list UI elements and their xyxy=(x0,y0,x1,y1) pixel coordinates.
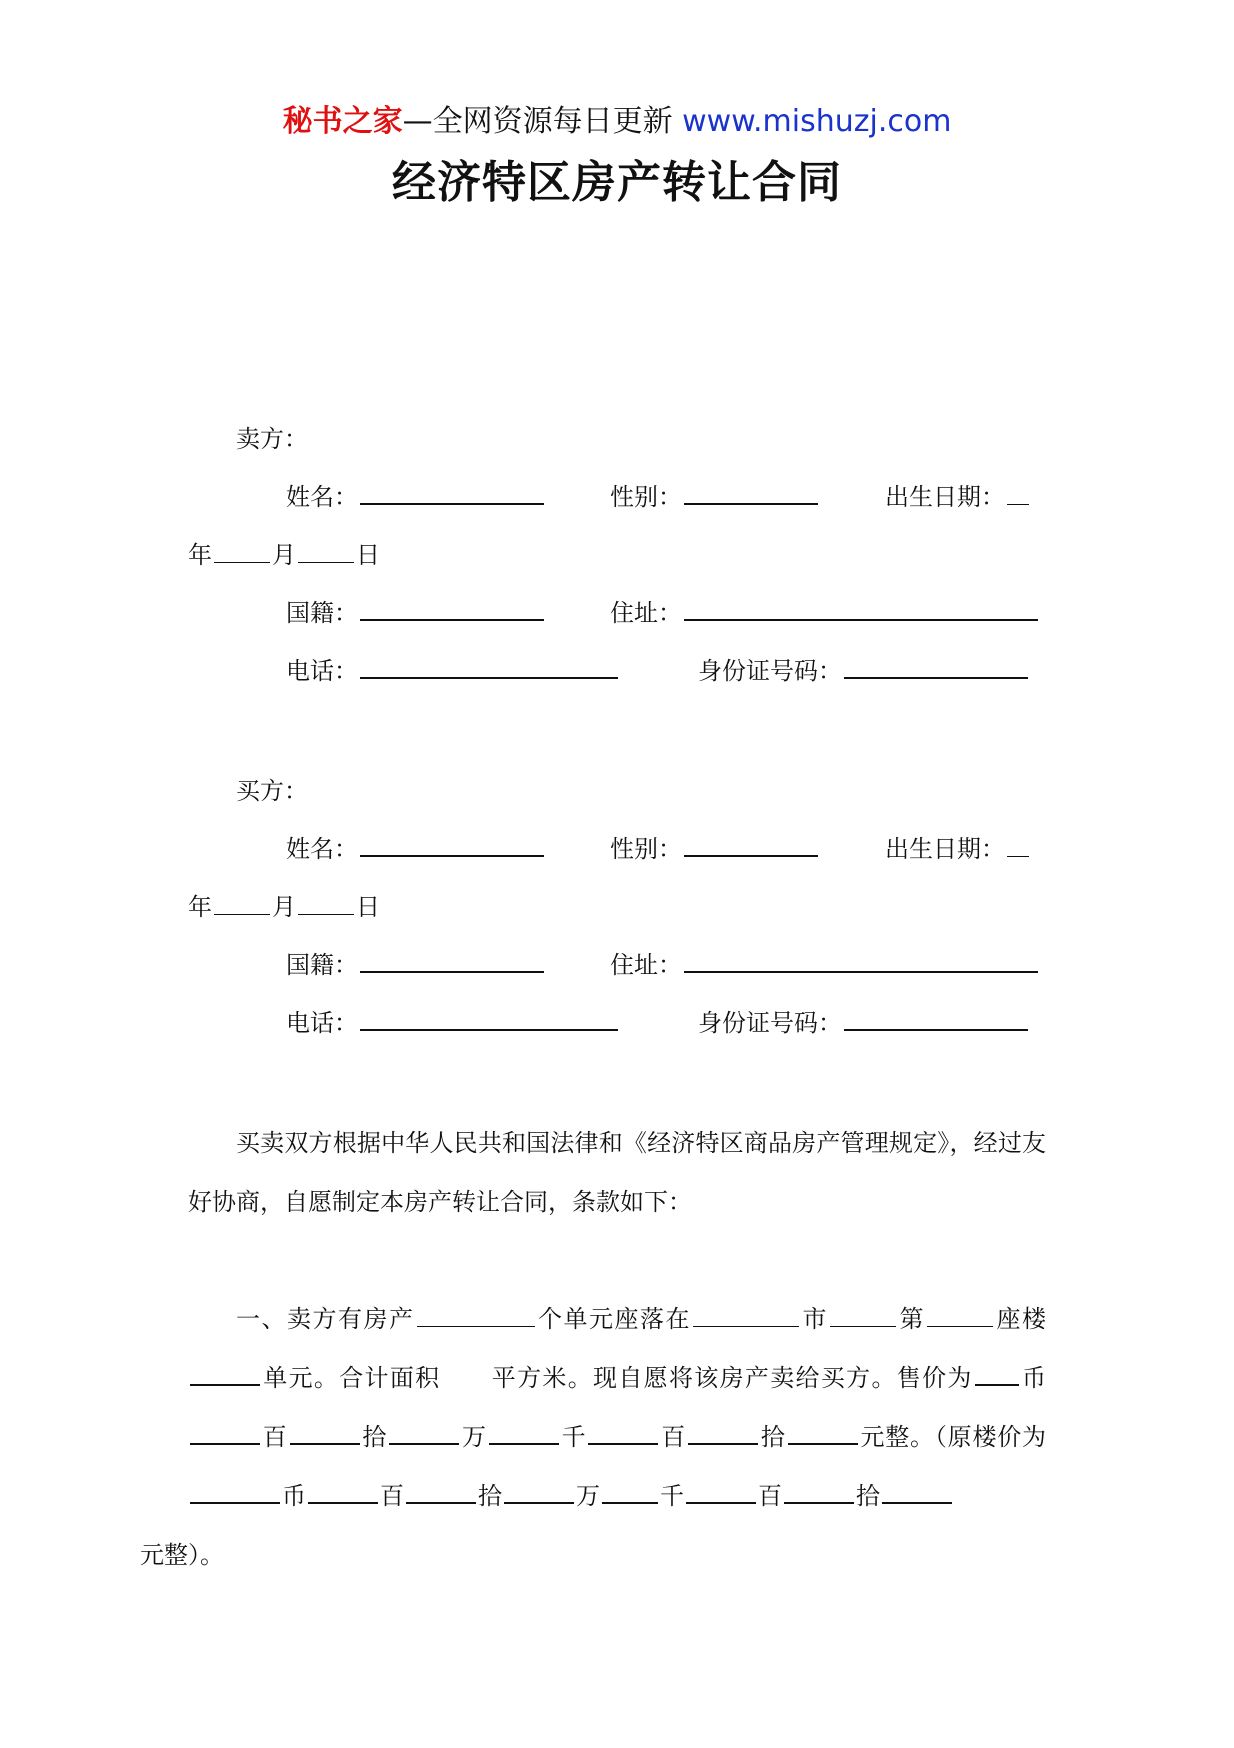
price-field[interactable] xyxy=(290,1419,360,1445)
buyer-name-field[interactable] xyxy=(360,831,544,857)
price-field[interactable] xyxy=(788,1419,858,1445)
seller-phone-field[interactable] xyxy=(360,653,618,679)
seller-birth-year-field[interactable] xyxy=(1007,480,1029,505)
clause-1-text: 千 xyxy=(660,1482,684,1510)
buyer-birth-day-field[interactable] xyxy=(298,890,354,915)
original-price-field[interactable] xyxy=(784,1478,854,1504)
clause-1-text: 百 xyxy=(758,1482,782,1510)
buyer-day-label: 日 xyxy=(356,893,380,921)
price-field[interactable] xyxy=(389,1419,459,1445)
buyer-name-label: 姓名： xyxy=(286,835,358,863)
clause-1-text: 拾 xyxy=(361,1423,388,1451)
seller-year-label: 年 xyxy=(188,541,212,569)
seller-nationality-label: 国籍： xyxy=(286,599,358,627)
seller-address-label: 住址： xyxy=(610,599,682,627)
clause-1-text: 第 xyxy=(898,1305,925,1333)
clause-1-text: 币 xyxy=(282,1482,306,1510)
buyer-birth-label: 出生日期： xyxy=(885,835,1005,863)
price-field[interactable] xyxy=(190,1419,260,1445)
district-field[interactable] xyxy=(830,1302,896,1327)
seller-birth-label: 出生日期： xyxy=(885,483,1005,511)
original-price-field[interactable] xyxy=(602,1478,658,1504)
clause-1-text: 单元。合计面积 xyxy=(262,1364,441,1392)
clause-1-text: 百 xyxy=(380,1482,404,1510)
clause-1-text: 千 xyxy=(560,1423,587,1451)
clause-1-text: 百 xyxy=(660,1423,687,1451)
seller-nationality-field[interactable] xyxy=(360,595,544,621)
clause-1-paragraph xyxy=(140,1290,1047,1585)
site-header xyxy=(0,100,1234,144)
seller-birth-month-field[interactable] xyxy=(214,538,270,563)
seller-heading: 卖方： xyxy=(236,425,308,453)
clause-1-text: 座楼 xyxy=(995,1305,1046,1333)
price-field[interactable] xyxy=(588,1419,658,1445)
site-name: 秘书之家 xyxy=(282,104,403,139)
seller-name-field[interactable] xyxy=(360,479,544,505)
city-field[interactable] xyxy=(693,1302,799,1327)
original-price-field[interactable] xyxy=(882,1478,952,1504)
floor-field[interactable] xyxy=(190,1360,260,1386)
clause-1-text: 拾 xyxy=(760,1423,786,1451)
clause-1-text: 拾 xyxy=(856,1482,880,1510)
clause-1-text: 市 xyxy=(801,1305,828,1333)
buyer-month-label: 月 xyxy=(272,893,296,921)
seller-address-field[interactable] xyxy=(684,595,1038,621)
buyer-birth-year-field[interactable] xyxy=(1007,832,1029,857)
buyer-gender-label: 性别： xyxy=(610,835,682,863)
buyer-address-label: 住址： xyxy=(610,951,682,979)
original-price-field[interactable] xyxy=(686,1478,756,1504)
original-price-field[interactable] xyxy=(504,1478,574,1504)
original-price-field[interactable] xyxy=(406,1478,476,1504)
buyer-section xyxy=(188,762,1046,1052)
seller-section xyxy=(188,410,1046,700)
original-price-field[interactable] xyxy=(308,1478,378,1504)
buyer-phone-label: 电话： xyxy=(286,1009,358,1037)
seller-id-field[interactable] xyxy=(844,653,1028,679)
clause-1-text: 一、卖方有房产 xyxy=(236,1305,415,1333)
original-price-currency-field[interactable] xyxy=(190,1478,280,1504)
buyer-year-label: 年 xyxy=(188,893,212,921)
clause-1-text: 拾 xyxy=(478,1482,502,1510)
clause-1-text: 元整）。 xyxy=(140,1541,224,1569)
seller-gender-field[interactable] xyxy=(684,479,818,505)
clause-1-text: 平方米。现自愿将该房产卖给买方。售价为 xyxy=(490,1364,973,1392)
buyer-heading: 买方： xyxy=(236,777,308,805)
seller-birth-day-field[interactable] xyxy=(298,538,354,563)
intro-paragraph: 买卖双方根据中华人民共和国法律和《经济特区商品房产管理规定》，经过友好协商，自愿制定本房产转让合同，条款如下： xyxy=(188,1129,1046,1216)
seller-name-label: 姓名： xyxy=(286,483,358,511)
clause-1-text: 万 xyxy=(576,1482,600,1510)
seller-id-label: 身份证号码： xyxy=(698,657,842,685)
page-title: 经济特区房产转让合同 xyxy=(392,157,842,208)
buyer-gender-field[interactable] xyxy=(684,831,818,857)
building-field[interactable] xyxy=(927,1302,993,1327)
clause-1-text: 万 xyxy=(461,1423,487,1451)
clause-1-text: 百 xyxy=(262,1423,288,1451)
seller-gender-label: 性别： xyxy=(610,483,682,511)
clause-1-text: 币 xyxy=(1020,1364,1047,1392)
price-currency-field[interactable] xyxy=(975,1360,1019,1386)
site-slogan: —全网资源每日更新 xyxy=(402,104,683,139)
buyer-birth-month-field[interactable] xyxy=(214,890,270,915)
clause-1-text: 元整。（原楼价为 xyxy=(859,1423,1047,1451)
seller-day-label: 日 xyxy=(356,541,380,569)
seller-month-label: 月 xyxy=(272,541,296,569)
clause-1-text: 个单元座落在 xyxy=(536,1305,691,1333)
seller-phone-label: 电话： xyxy=(286,657,358,685)
buyer-address-field[interactable] xyxy=(684,947,1038,973)
buyer-id-label: 身份证号码： xyxy=(698,1009,842,1037)
site-url-link[interactable]: www.mishuzj.com xyxy=(682,104,952,139)
buyer-nationality-field[interactable] xyxy=(360,947,544,973)
buyer-phone-field[interactable] xyxy=(360,1005,618,1031)
price-field[interactable] xyxy=(489,1419,559,1445)
buyer-nationality-label: 国籍： xyxy=(286,951,358,979)
buyer-id-field[interactable] xyxy=(844,1005,1028,1031)
price-field[interactable] xyxy=(688,1419,758,1445)
unit-count-field[interactable] xyxy=(417,1302,535,1327)
